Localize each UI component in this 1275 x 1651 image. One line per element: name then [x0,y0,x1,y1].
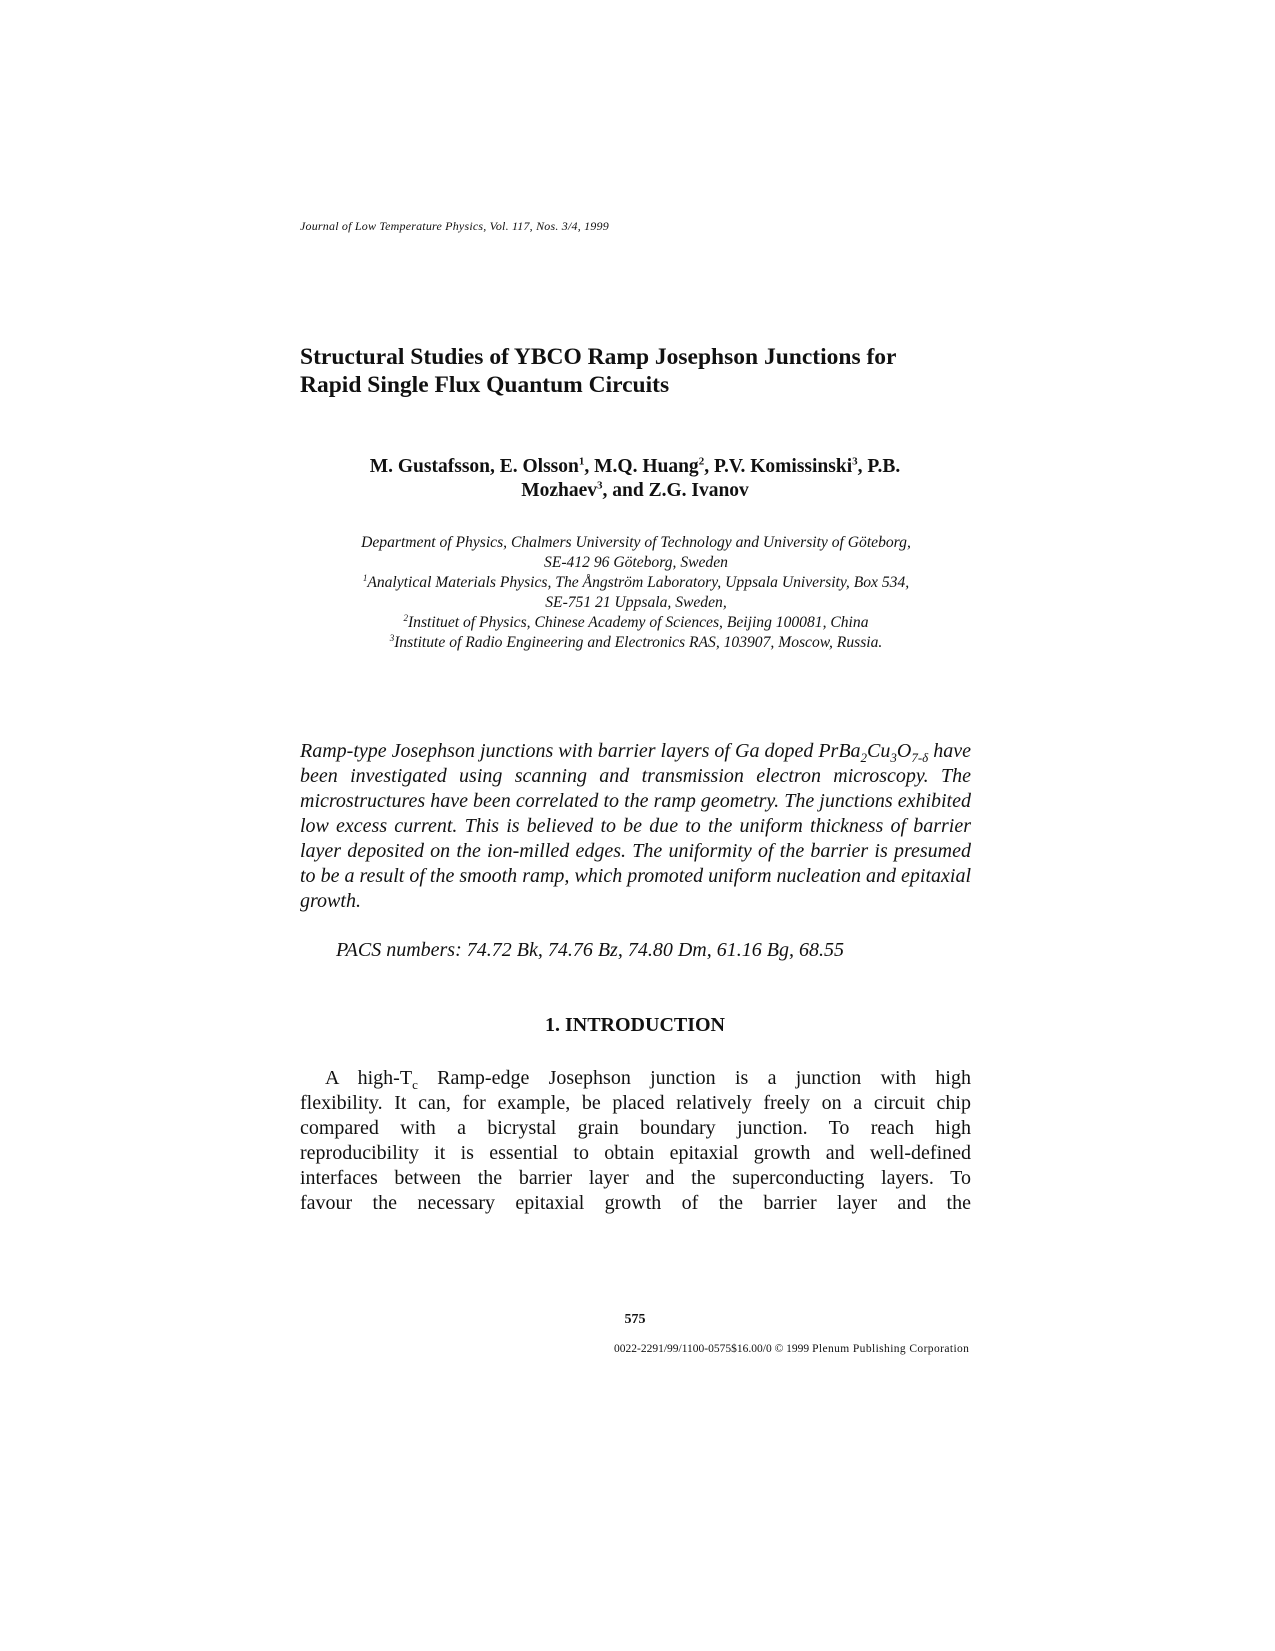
author-text: , M.Q. Huang [584,456,699,477]
formula-subscript: c [412,1077,418,1092]
affiliation-mark: 2 [698,455,705,468]
abstract [300,739,971,914]
author-text: , P.V. Komissinski [704,456,853,477]
author-text: , and Z.G. Ivanov [602,480,749,501]
paragraph-text: Ramp-edge Josephson junction is a junction with high [417,1067,971,1089]
footer-code: 0022-2291/99/1100-0575$16.00/0 © 1999 [614,1343,810,1355]
page-number: 575 [624,1312,646,1327]
pacs-numbers: PACS numbers: 74.72 Bk, 74.76 Bz, 74.80 Dm, 61.16 Bg, 68.55 [336,939,844,961]
affiliation-line [296,573,976,593]
author-text: M. Gustafsson, E. Olsson [369,456,579,477]
title-line-1: Structural Studies of YBCO Ramp Josephson Junctions for [300,344,897,370]
affiliation-mark: 2 [403,612,408,623]
affiliation-mark: 3 [389,632,395,643]
affiliation-line: SE-751 21 Uppsala, Sweden, [545,594,727,611]
affiliation-line: Department of Physics, Chalmers University of Technology and University of Göteborg, [361,534,911,551]
paragraph-line: favour the necessary epitaxial growth of the barrier layer and the [300,1192,971,1214]
affiliation-text: Instituet of Physics, Chinese Academy of Sciences, Beijing 100081, China [407,614,869,631]
paragraph-line: flexibility. It can, for example, be placed relatively freely on a circuit chip [300,1092,971,1114]
footer-publisher: Plenum Publishing Corporation [812,1343,970,1355]
abstract-text: Ramp-type Josephson junctions with barrier layers of Ga doped PrBa [300,740,861,762]
affiliation-mark: 1 [578,455,585,468]
author-line-2 [300,479,970,503]
formula-subscript: 2 [860,750,868,765]
affiliation-line: SE-412 96 Göteborg, Sweden [544,554,728,571]
section-heading: 1. INTRODUCTION [544,1014,726,1036]
formula-subscript: 3 [890,750,897,765]
affiliation-mark: 3 [597,479,603,492]
formula-subscript: 7-δ [911,750,929,765]
author-list [300,455,970,503]
paragraph-line [300,1066,971,1091]
affiliation-mark: 3 [852,455,858,468]
abstract-text: Cu [867,740,891,762]
affiliation-mark: 1 [362,572,368,583]
abstract-text: have been investigated using scanning and transmission electron microscopy. The microstructures have been correlated to the ramp geometry. The junctions exhibited low excess current. This is believed to be due to the uniform thickness of barrier layer deposited on the ion-milled edges. The uniformity of the barrier is presumed to be a result of the smooth ramp, which promoted uniform nucleation and epitaxial growth. [300,740,971,912]
affiliation-line [296,613,976,633]
affiliations [296,533,976,653]
author-text: Mozhaev [521,480,597,501]
paragraph-line: compared with a bicrystal grain boundary junction. To reach high [300,1117,971,1139]
paragraph-line: interfaces between the barrier layer and the superconducting layers. To [300,1167,971,1189]
affiliation-text: Institute of Radio Engineering and Electronics RAS, 103907, Moscow, Russia. [394,634,883,651]
title-line-2: Rapid Single Flux Quantum Circuits [300,372,670,398]
affiliation-text: Analytical Materials Physics, The Ångström Laboratory, Uppsala University, Box 534, [367,574,910,591]
journal-citation: Journal of Low Temperature Physics, Vol. 117, Nos. 3/4, 1999 [300,219,609,233]
paragraph-text: A high-T [325,1067,413,1089]
author-line-1 [300,455,970,479]
paper-title [300,343,980,399]
abstract-text: O [896,740,912,762]
copyright-footer [614,1343,969,1355]
paragraph-line: reproducibility it is essential to obtain epitaxial growth and well-defined [300,1142,971,1164]
author-text: , P.B. [857,456,901,477]
introduction-paragraph [300,1066,971,1216]
affiliation-line [296,633,976,653]
